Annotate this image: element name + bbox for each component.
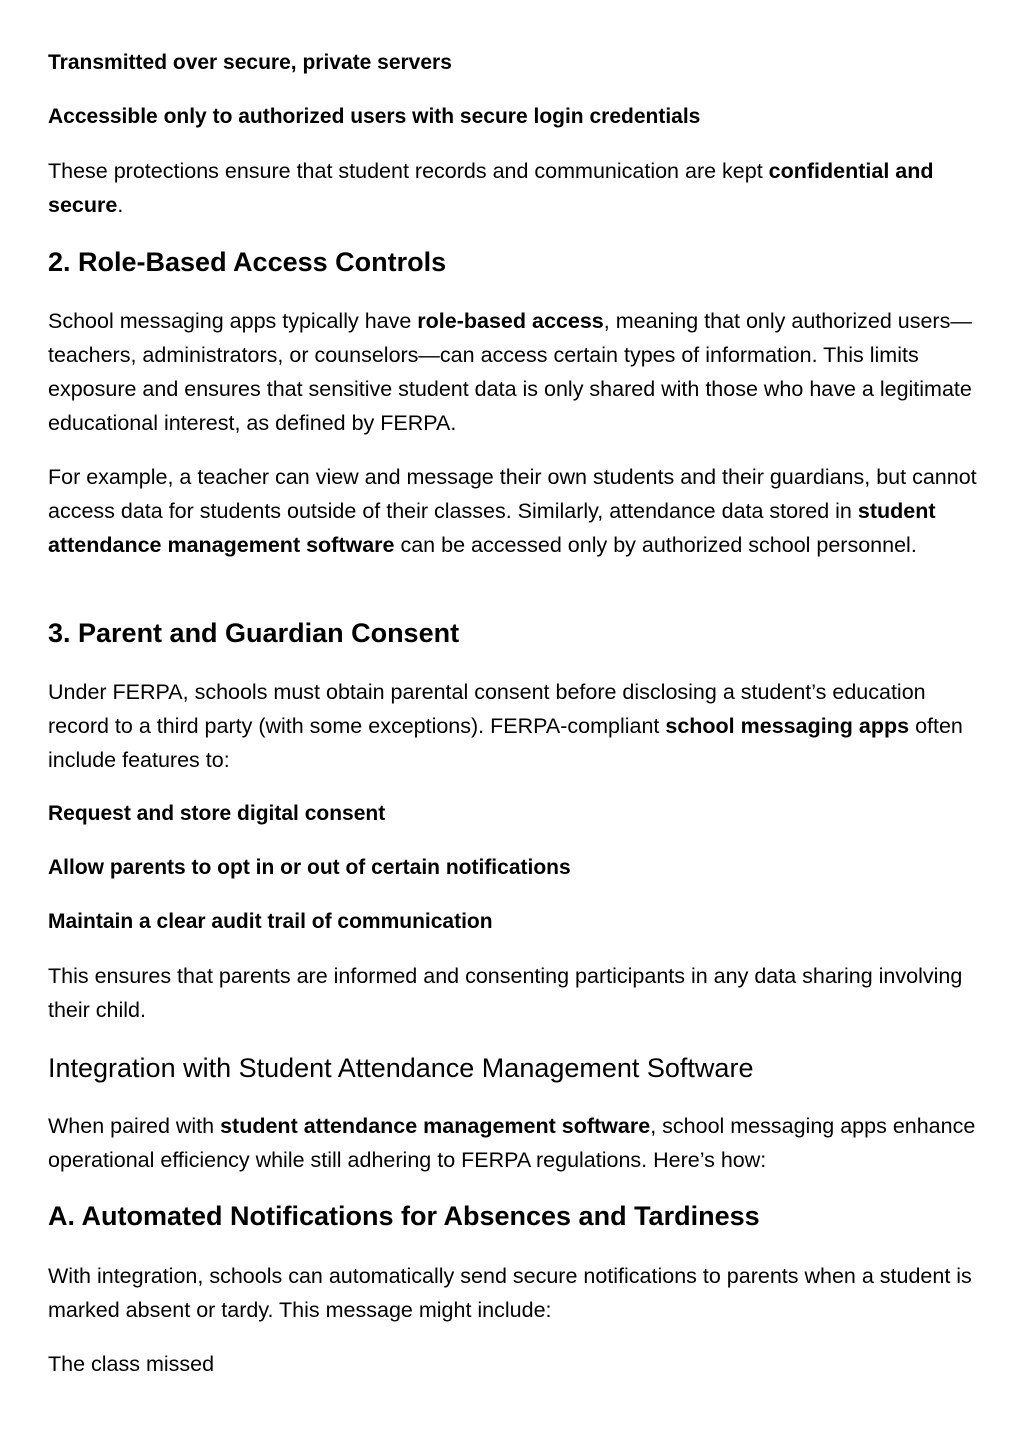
bullet-audit-trail: Maintain a clear audit trail of communication bbox=[48, 910, 493, 933]
paragraph-paired bbox=[48, 1109, 980, 1177]
bullet-secure-servers: Transmitted over secure, private servers bbox=[48, 51, 452, 74]
text-segment: For example, a teacher can view and message their own students and their guardians, but cannot access data for students outside of their classes. Similarly, attendance data stored in bbox=[48, 465, 977, 523]
bold-segment: role-based access bbox=[417, 309, 604, 333]
text-segment: School messaging apps typically have bbox=[48, 309, 418, 333]
text-segment: When paired with bbox=[48, 1114, 221, 1138]
text-segment: , meaning that only authorized users—teachers, administrators, or counselors—can access certain types of information. This limits exposure and ensures that sensitive student data is only shared with those who have a legitimate educational interest, as defined by FERPA. bbox=[48, 309, 972, 435]
paragraph-consent bbox=[48, 675, 980, 777]
paragraph-example bbox=[48, 460, 980, 562]
paragraph-class-missed: The class missed bbox=[48, 1352, 215, 1376]
bullet-digital-consent: Request and store digital consent bbox=[48, 802, 386, 825]
text-segment: can be accessed only by authorized school personnel. bbox=[394, 533, 917, 557]
heading-role-based-access: 2. Role-Based Access Controls bbox=[48, 247, 447, 277]
paragraph-automated: With integration, schools can automatically send secure notifications to parents when a student is marked absent or tardy. This message might include: bbox=[48, 1264, 972, 1322]
bold-segment: school messaging apps bbox=[665, 714, 910, 738]
paragraph-role-based-access bbox=[48, 304, 980, 440]
text-segment: These protections ensure that student records and communication are kept bbox=[48, 159, 769, 183]
heading-integration: Integration with Student Attendance Management Software bbox=[48, 1053, 754, 1083]
bold-segment: student attendance management software bbox=[48, 499, 936, 557]
paragraph-informed: This ensures that parents are informed and consenting participants in any data sharing involving their child. bbox=[48, 964, 963, 1022]
text-segment: . bbox=[117, 193, 124, 217]
text-segment: Under FERPA, schools must obtain parental consent before disclosing a student’s education record to a third party (with some exceptions). FERPA-compliant bbox=[48, 680, 926, 738]
heading-automated-notifications: A. Automated Notifications for Absences and Tardiness bbox=[48, 1201, 760, 1231]
text-segment: often include features to: bbox=[48, 714, 963, 772]
paragraph-protections bbox=[48, 154, 980, 222]
bold-segment: student attendance management software bbox=[220, 1114, 651, 1138]
bullet-authorized-users: Accessible only to authorized users with secure login credentials bbox=[48, 105, 701, 128]
bullet-opt-in-out: Allow parents to opt in or out of certain notifications bbox=[48, 856, 571, 879]
bold-segment: confidential and secure bbox=[48, 159, 934, 217]
heading-parent-consent: 3. Parent and Guardian Consent bbox=[48, 618, 460, 648]
text-segment: , school messaging apps enhance operational efficiency while still adhering to FERPA regulations. Here’s how: bbox=[48, 1114, 976, 1172]
